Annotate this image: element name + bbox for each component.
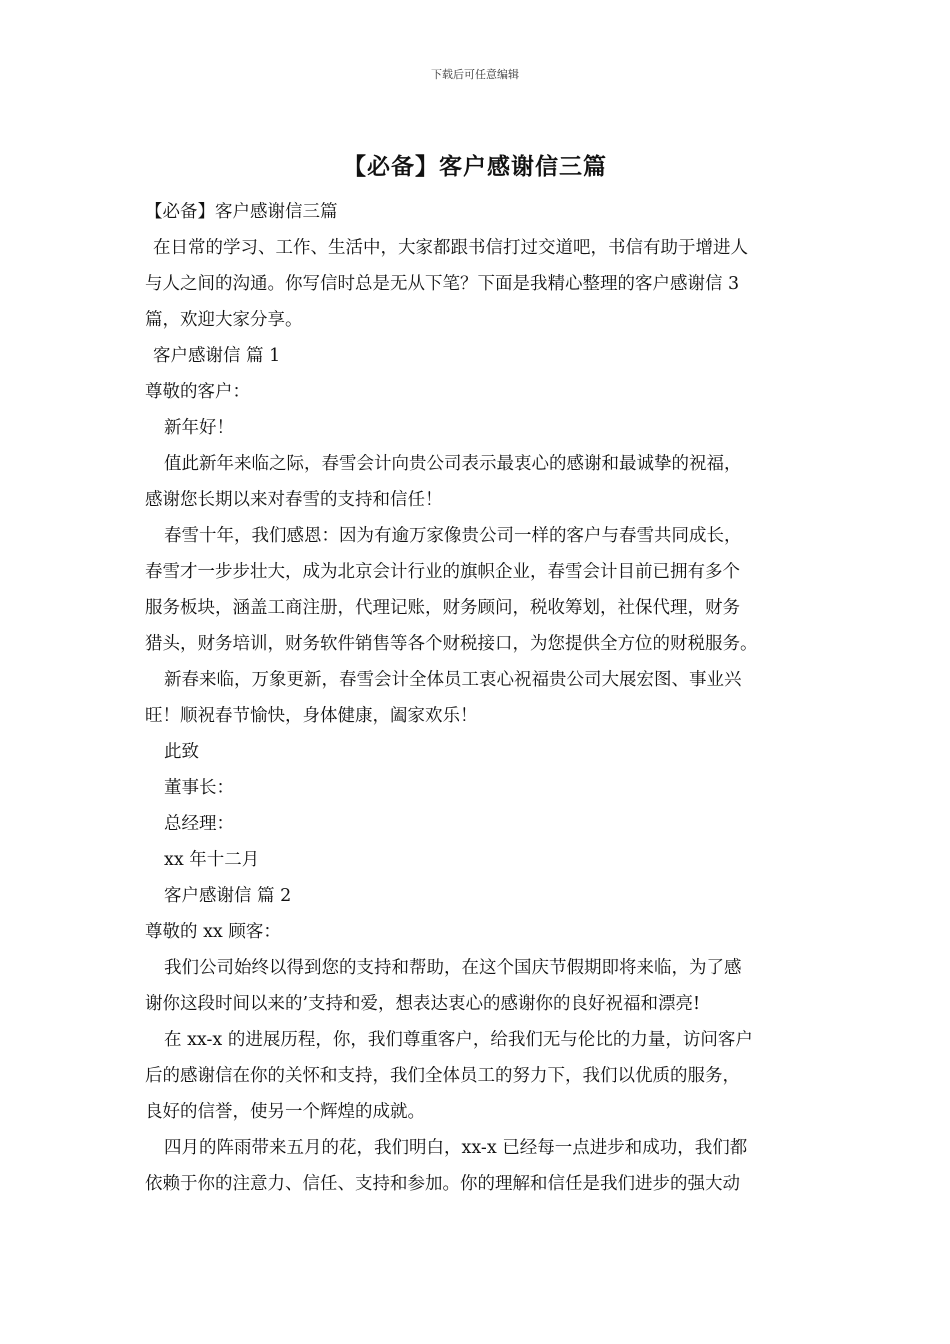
text-line: 值此新年来临之际，春雪会计向贵公司表示最衷心的感谢和最诚挚的祝福， — [164, 454, 742, 474]
text-line: 谢你这段时间以来的’支持和爱，想表达衷心的感谢你的良好祝福和漂亮! — [145, 994, 701, 1014]
text-line: 良好的信誉，使另一个辉煌的成就。 — [145, 1102, 425, 1122]
text-line: 春雪才一步步壮大，成为北京会计行业的旗帜企业，春雪会计目前已拥有多个 — [145, 562, 740, 582]
text-line: 客户感谢信 篇 1 — [153, 346, 281, 366]
text-line: 服务板块，涵盖工商注册，代理记账，财务顾问，税收筹划，社保代理，财务 — [145, 598, 740, 618]
text-line: 后的感谢信在你的关怀和支持，我们全体员工的努力下，我们以优质的服务， — [145, 1066, 740, 1086]
text-line: xx 年十二月 — [164, 850, 260, 870]
text-line: 在日常的学习、工作、生活中，大家都跟书信打过交道吧，书信有助于增进人 — [153, 238, 748, 258]
text-line: 与人之间的沟通。你写信时总是无从下笔？下面是我精心整理的客户感谢信 3 — [145, 274, 740, 294]
text-line: 尊敬的 xx 顾客： — [145, 922, 281, 942]
text-line: 依赖于你的注意力、信任、支持和参加。你的理解和信任是我们进步的强大动 — [145, 1174, 740, 1194]
text-line: 新年好！ — [164, 418, 234, 438]
text-line: 客户感谢信 篇 2 — [164, 886, 292, 906]
text-line: 在 xx-x 的进展历程，你，我们尊重客户，给我们无与伦比的力量，访问客户 — [164, 1030, 753, 1050]
document-title: 【必备】客户感谢信三篇 — [343, 153, 607, 180]
text-line: 四月的阵雨带来五月的花，我们明白，xx-x 已经每一点进步和成功，我们都 — [164, 1138, 748, 1158]
text-line: 春雪十年，我们感恩：因为有逾万家像贵公司一样的客户与春雪共同成长， — [164, 526, 742, 546]
text-line: 尊敬的客户： — [145, 382, 250, 402]
page-header-note: 下载后可任意编辑 — [431, 68, 519, 81]
text-line: 【必备】客户感谢信三篇 — [145, 202, 338, 222]
text-line: 感谢您长期以来对春雪的支持和信任！ — [145, 490, 443, 510]
text-line: 新春来临，万象更新，春雪会计全体员工衷心祝福贵公司大展宏图、事业兴 — [164, 670, 742, 690]
text-line: 此致 — [164, 742, 199, 762]
text-line: 旺！顺祝春节愉快，身体健康，阖家欢乐！ — [145, 706, 478, 726]
text-line: 我们公司始终以得到您的支持和帮助，在这个国庆节假期即将来临，为了感 — [164, 958, 742, 978]
text-line: 董事长： — [164, 778, 234, 798]
text-line: 篇，欢迎大家分享。 — [145, 310, 303, 330]
text-line: 猎头，财务培训，财务软件销售等各个财税接口，为您提供全方位的财税服务。 — [145, 634, 758, 654]
document-body — [145, 194, 810, 1202]
text-line: 总经理： — [164, 814, 234, 834]
